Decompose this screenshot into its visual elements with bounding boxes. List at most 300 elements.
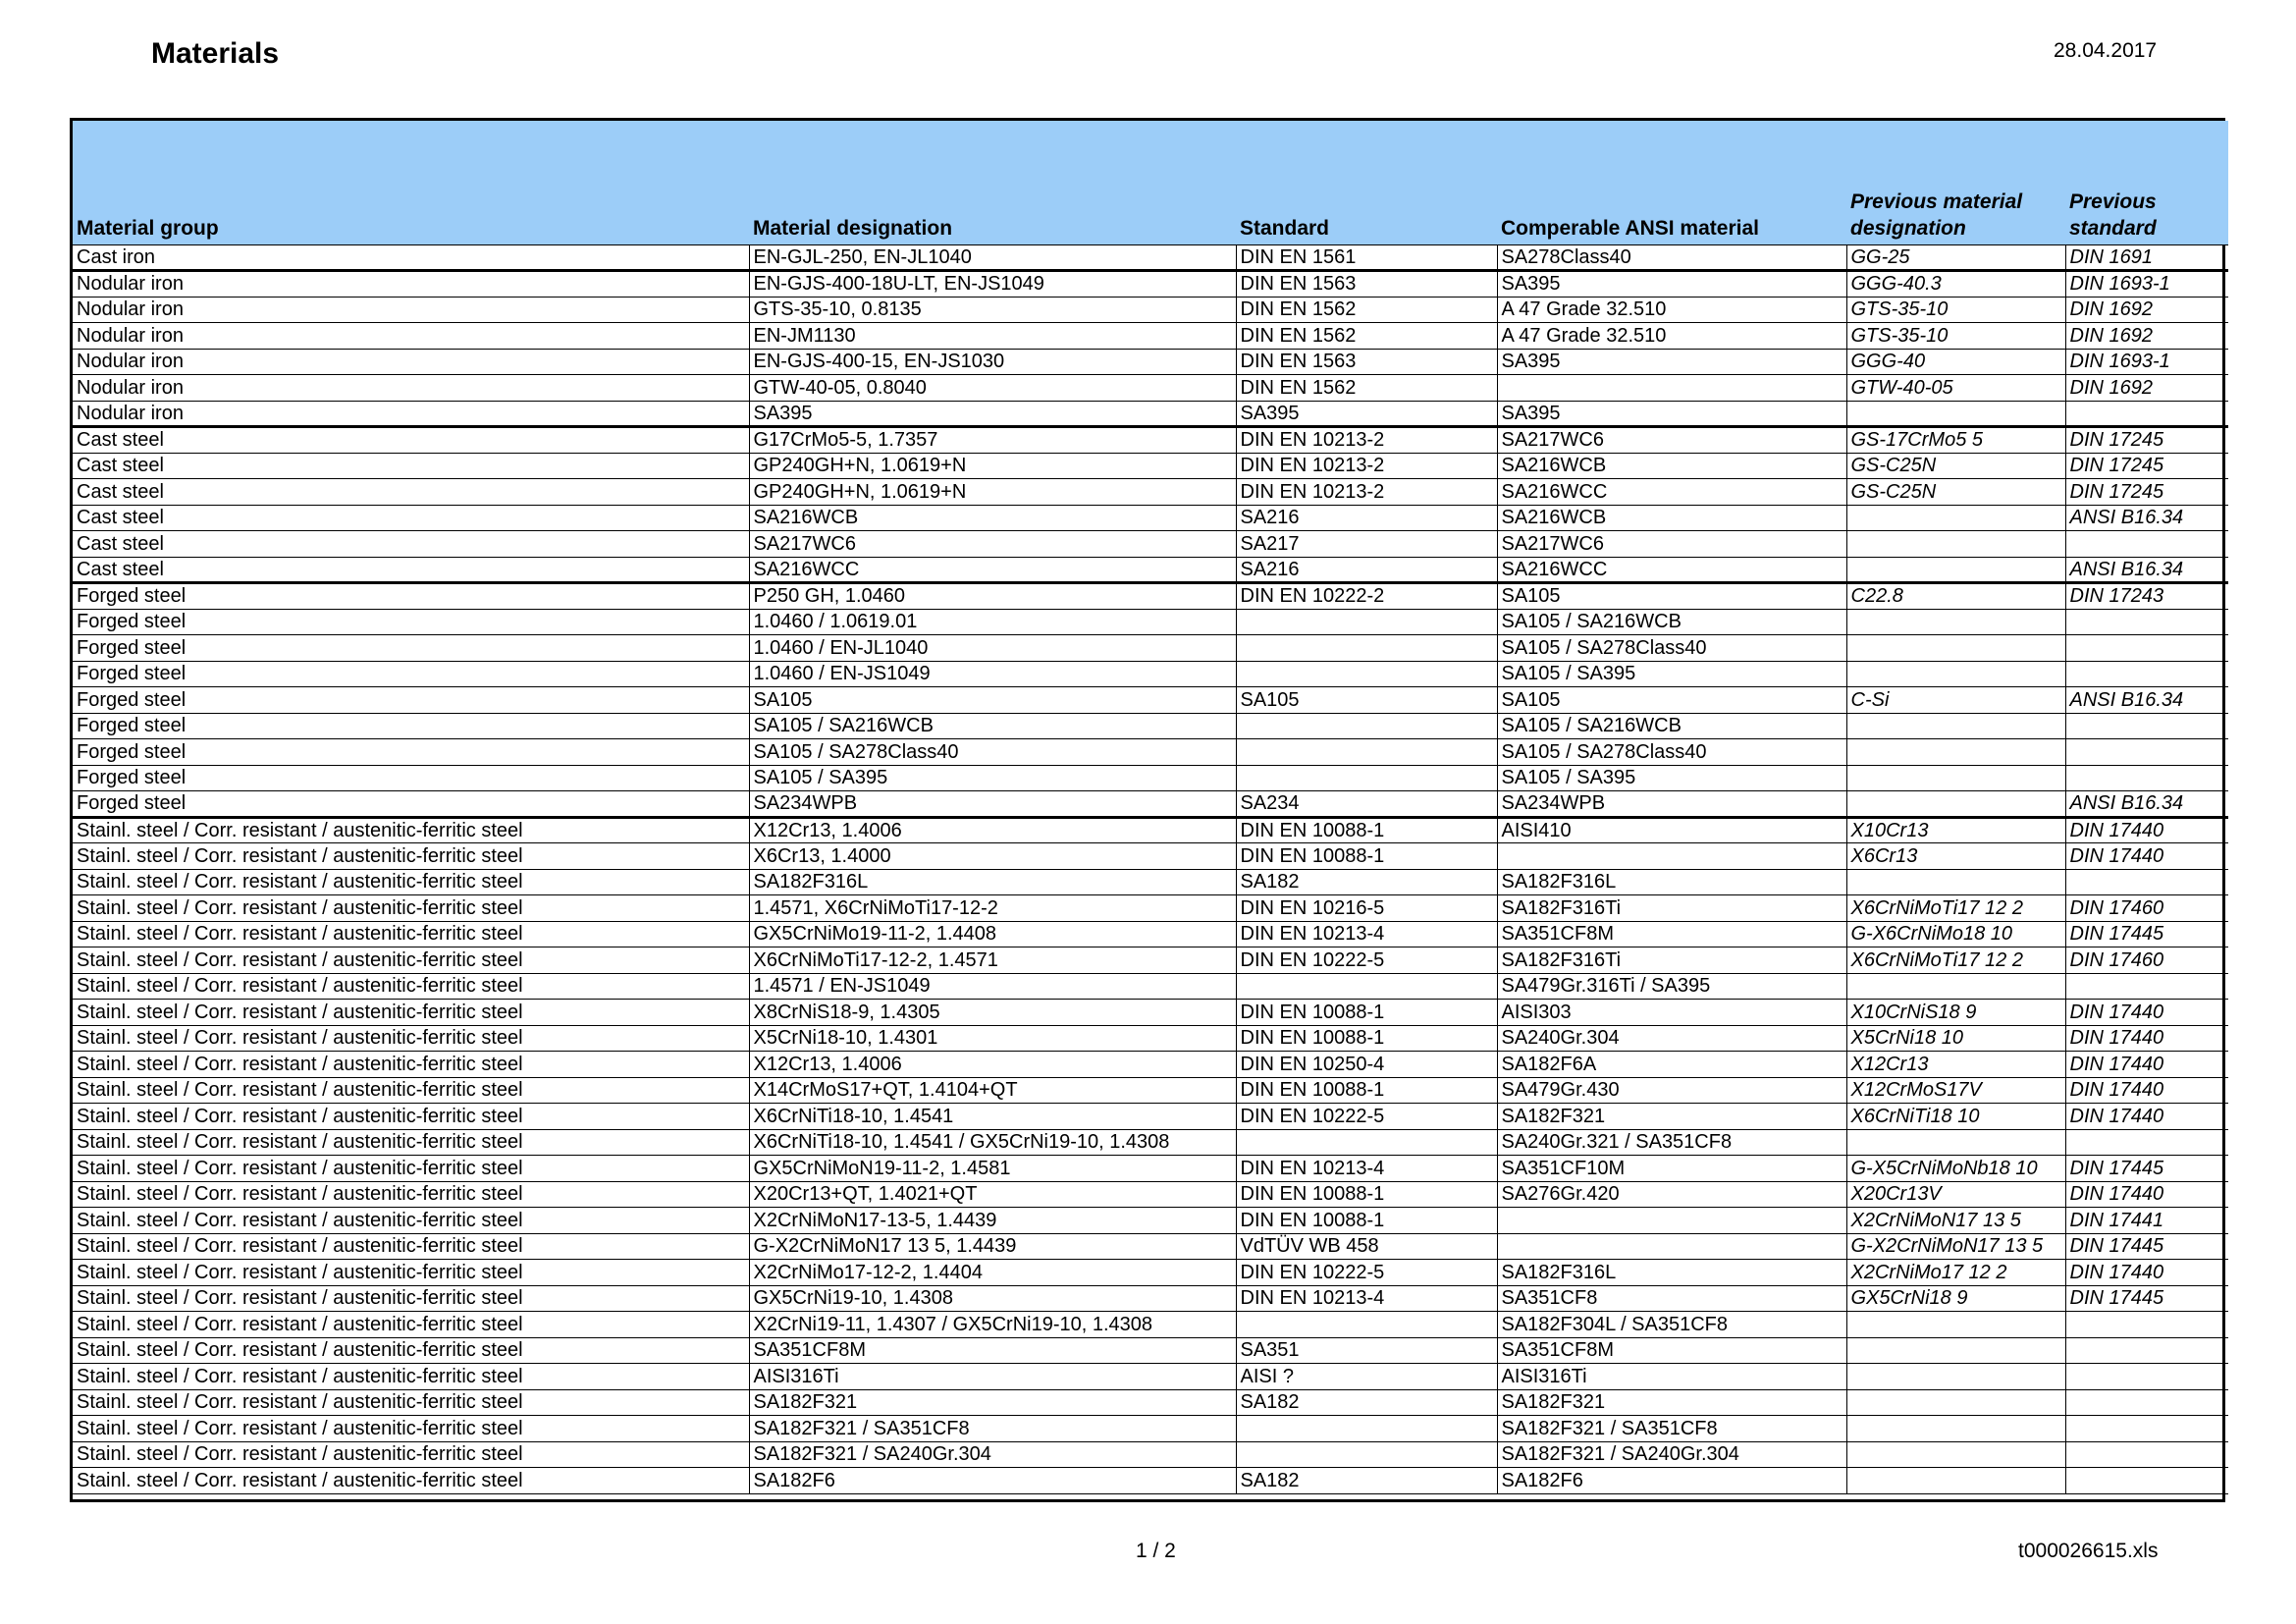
- cell-material-designation: G17CrMo5-5, 1.7357: [749, 427, 1236, 454]
- cell-ansi-material: SA351CF8: [1497, 1285, 1846, 1312]
- cell-previous-standard: [2065, 635, 2228, 662]
- cell-material-group: Stainl. steel / Corr. resistant / austenitic-ferritic steel: [73, 1156, 749, 1182]
- cell-previous-designation: X20Cr13V: [1846, 1181, 2065, 1208]
- cell-previous-standard: [2065, 739, 2228, 766]
- cell-previous-standard: DIN 17440: [2065, 1104, 2228, 1130]
- cell-material-group: Stainl. steel / Corr. resistant / austenitic-ferritic steel: [73, 1208, 749, 1234]
- cell-standard: DIN EN 10213-2: [1236, 479, 1497, 506]
- cell-standard: DIN EN 10222-5: [1236, 1104, 1497, 1130]
- cell-material-designation: X6CrNiTi18-10, 1.4541 / GX5CrNi19-10, 1.4308: [749, 1129, 1236, 1156]
- cell-previous-standard: [2065, 1312, 2228, 1338]
- cell-standard: DIN EN 10088-1: [1236, 1000, 1497, 1026]
- cell-standard: SA351: [1236, 1337, 1497, 1364]
- table-row: [73, 791, 2228, 818]
- cell-previous-designation: [1846, 973, 2065, 1000]
- cell-previous-designation: [1846, 1441, 2065, 1468]
- cell-material-group: Stainl. steel / Corr. resistant / austenitic-ferritic steel: [73, 843, 749, 870]
- cell-material-designation: SA105 / SA278Class40: [749, 739, 1236, 766]
- cell-previous-designation: GS-C25N: [1846, 453, 2065, 479]
- cell-previous-standard: DIN 17243: [2065, 583, 2228, 610]
- cell-material-designation: 1.0460 / 1.0619.01: [749, 609, 1236, 635]
- cell-previous-designation: GTW-40-05: [1846, 375, 2065, 402]
- cell-ansi-material: SA395: [1497, 401, 1846, 427]
- cell-ansi-material: SA351CF8M: [1497, 1337, 1846, 1364]
- table-row: [73, 583, 2228, 610]
- page-title: Materials: [151, 37, 280, 70]
- table-row: [73, 739, 2228, 766]
- cell-previous-designation: G-X6CrNiMo18 10: [1846, 921, 2065, 947]
- header-previous-standard: Previous standard: [2069, 189, 2157, 240]
- cell-ansi-material: SA182F316L: [1497, 869, 1846, 895]
- cell-material-group: Nodular iron: [73, 271, 749, 298]
- cell-ansi-material: SA182F316Ti: [1497, 947, 1846, 974]
- cell-previous-standard: DIN 17440: [2065, 817, 2228, 843]
- cell-material-group: Stainl. steel / Corr. resistant / austenitic-ferritic steel: [73, 1364, 749, 1390]
- table-row: [73, 1077, 2228, 1104]
- cell-standard: DIN EN 10088-1: [1236, 817, 1497, 843]
- cell-material-designation: GP240GH+N, 1.0619+N: [749, 453, 1236, 479]
- cell-material-group: Forged steel: [73, 791, 749, 818]
- cell-ansi-material: SA105 / SA278Class40: [1497, 635, 1846, 662]
- cell-ansi-material: SA395: [1497, 271, 1846, 298]
- file-name: t000026615.xls: [2018, 1540, 2159, 1562]
- cell-previous-designation: GTS-35-10: [1846, 297, 2065, 323]
- table-row: [73, 1312, 2228, 1338]
- cell-standard: DIN EN 1563: [1236, 271, 1497, 298]
- header-standard: Standard: [1240, 216, 1330, 240]
- table-row: [73, 1052, 2228, 1078]
- cell-previous-designation: GGG-40.3: [1846, 271, 2065, 298]
- cell-material-group: Cast steel: [73, 453, 749, 479]
- cell-ansi-material: SA105 / SA395: [1497, 661, 1846, 687]
- cell-ansi-material: [1497, 1208, 1846, 1234]
- cell-ansi-material: SA182F321: [1497, 1104, 1846, 1130]
- table-row: [73, 1337, 2228, 1364]
- cell-previous-standard: [2065, 869, 2228, 895]
- cell-previous-standard: [2065, 713, 2228, 739]
- cell-material-designation: 1.4571 / EN-JS1049: [749, 973, 1236, 1000]
- cell-previous-standard: DIN 17445: [2065, 1233, 2228, 1260]
- table-row: [73, 947, 2228, 974]
- cell-ansi-material: [1497, 375, 1846, 402]
- cell-previous-standard: [2065, 401, 2228, 427]
- cell-previous-designation: GTS-35-10: [1846, 323, 2065, 350]
- cell-material-group: Nodular iron: [73, 349, 749, 375]
- cell-ansi-material: SA105 / SA216WCB: [1497, 609, 1846, 635]
- cell-material-designation: 1.0460 / EN-JS1049: [749, 661, 1236, 687]
- cell-material-group: Stainl. steel / Corr. resistant / austenitic-ferritic steel: [73, 1104, 749, 1130]
- cell-material-designation: G-X2CrNiMoN17 13 5, 1.4439: [749, 1233, 1236, 1260]
- cell-ansi-material: SA351CF10M: [1497, 1156, 1846, 1182]
- cell-previous-designation: [1846, 531, 2065, 558]
- cell-material-group: Nodular iron: [73, 323, 749, 350]
- table-row: [73, 1208, 2228, 1234]
- cell-material-group: Stainl. steel / Corr. resistant / austenitic-ferritic steel: [73, 1077, 749, 1104]
- table-row: [73, 609, 2228, 635]
- cell-standard: DIN EN 10088-1: [1236, 843, 1497, 870]
- cell-material-group: Stainl. steel / Corr. resistant / austenitic-ferritic steel: [73, 973, 749, 1000]
- cell-ansi-material: SA240Gr.321 / SA351CF8: [1497, 1129, 1846, 1156]
- cell-previous-designation: X2CrNiMo17 12 2: [1846, 1260, 2065, 1286]
- cell-previous-standard: DIN 1693-1: [2065, 349, 2228, 375]
- table-row: [73, 1389, 2228, 1416]
- cell-standard: SA216: [1236, 557, 1497, 583]
- cell-previous-designation: [1846, 1468, 2065, 1494]
- cell-previous-standard: DIN 17445: [2065, 1156, 2228, 1182]
- cell-previous-standard: DIN 17245: [2065, 453, 2228, 479]
- cell-material-group: Nodular iron: [73, 401, 749, 427]
- cell-ansi-material: SA217WC6: [1497, 531, 1846, 558]
- cell-ansi-material: SA182F6A: [1497, 1052, 1846, 1078]
- header-material-designation: Material designation: [753, 216, 953, 240]
- cell-previous-designation: [1846, 609, 2065, 635]
- cell-material-group: Stainl. steel / Corr. resistant / austenitic-ferritic steel: [73, 1052, 749, 1078]
- cell-material-designation: EN-GJS-400-18U-LT, EN-JS1049: [749, 271, 1236, 298]
- cell-previous-designation: X6CrNiMoTi17 12 2: [1846, 895, 2065, 922]
- cell-previous-standard: ANSI B16.34: [2065, 557, 2228, 583]
- cell-material-group: Forged steel: [73, 713, 749, 739]
- cell-previous-standard: DIN 17460: [2065, 947, 2228, 974]
- cell-ansi-material: SA278Class40: [1497, 244, 1846, 271]
- cell-ansi-material: SA105 / SA216WCB: [1497, 713, 1846, 739]
- cell-ansi-material: SA351CF8M: [1497, 921, 1846, 947]
- cell-standard: SA216: [1236, 505, 1497, 531]
- cell-ansi-material: SA479Gr.316Ti / SA395: [1497, 973, 1846, 1000]
- cell-material-designation: AISI316Ti: [749, 1364, 1236, 1390]
- header-material-group: Material group: [77, 216, 219, 240]
- cell-ansi-material: SA216WCC: [1497, 479, 1846, 506]
- table-row: [73, 1441, 2228, 1468]
- cell-ansi-material: SA216WCB: [1497, 505, 1846, 531]
- table-header: [73, 121, 2228, 244]
- cell-standard: DIN EN 1562: [1236, 297, 1497, 323]
- cell-standard: DIN EN 10250-4: [1236, 1052, 1497, 1078]
- cell-standard: DIN EN 10222-2: [1236, 583, 1497, 610]
- cell-material-designation: X20Cr13+QT, 1.4021+QT: [749, 1181, 1236, 1208]
- cell-material-group: Stainl. steel / Corr. resistant / austenitic-ferritic steel: [73, 817, 749, 843]
- cell-material-designation: X8CrNiS18-9, 1.4305: [749, 1000, 1236, 1026]
- cell-previous-designation: GS-C25N: [1846, 479, 2065, 506]
- cell-previous-designation: GG-25: [1846, 244, 2065, 271]
- cell-previous-designation: X12Cr13: [1846, 1052, 2065, 1078]
- cell-material-designation: P250 GH, 1.0460: [749, 583, 1236, 610]
- cell-material-designation: GX5CrNi19-10, 1.4308: [749, 1285, 1236, 1312]
- cell-standard: SA234: [1236, 791, 1497, 818]
- table-row: [73, 817, 2228, 843]
- cell-standard: DIN EN 10088-1: [1236, 1208, 1497, 1234]
- cell-material-designation: SA105 / SA216WCB: [749, 713, 1236, 739]
- cell-material-group: Stainl. steel / Corr. resistant / austenitic-ferritic steel: [73, 1337, 749, 1364]
- table-row: [73, 661, 2228, 687]
- cell-previous-designation: GX5CrNi18 9: [1846, 1285, 2065, 1312]
- cell-previous-standard: DIN 17440: [2065, 1077, 2228, 1104]
- cell-previous-designation: [1846, 635, 2065, 662]
- cell-material-group: Stainl. steel / Corr. resistant / austenitic-ferritic steel: [73, 1468, 749, 1494]
- table-row: [73, 843, 2228, 870]
- cell-previous-standard: DIN 17440: [2065, 1181, 2228, 1208]
- cell-material-group: Cast iron: [73, 244, 749, 271]
- cell-material-designation: X2CrNiMo17-12-2, 1.4404: [749, 1260, 1236, 1286]
- cell-material-designation: SA234WPB: [749, 791, 1236, 818]
- cell-previous-designation: C22.8: [1846, 583, 2065, 610]
- cell-material-designation: SA182F321 / SA240Gr.304: [749, 1441, 1236, 1468]
- cell-material-designation: X12Cr13, 1.4006: [749, 817, 1236, 843]
- cell-material-designation: GP240GH+N, 1.0619+N: [749, 479, 1236, 506]
- cell-ansi-material: SA216WCB: [1497, 453, 1846, 479]
- cell-ansi-material: SA395: [1497, 349, 1846, 375]
- table-row: [73, 1260, 2228, 1286]
- cell-material-group: Cast steel: [73, 479, 749, 506]
- cell-previous-standard: [2065, 609, 2228, 635]
- cell-ansi-material: AISI303: [1497, 1000, 1846, 1026]
- cell-material-designation: GTW-40-05, 0.8040: [749, 375, 1236, 402]
- cell-material-group: Stainl. steel / Corr. resistant / austenitic-ferritic steel: [73, 1025, 749, 1052]
- cell-previous-designation: C-Si: [1846, 687, 2065, 714]
- cell-material-designation: X12Cr13, 1.4006: [749, 1052, 1236, 1078]
- cell-previous-standard: ANSI B16.34: [2065, 791, 2228, 818]
- cell-ansi-material: AISI410: [1497, 817, 1846, 843]
- cell-previous-designation: [1846, 1416, 2065, 1442]
- cell-standard: DIN EN 10222-5: [1236, 1260, 1497, 1286]
- cell-material-group: Stainl. steel / Corr. resistant / austenitic-ferritic steel: [73, 1312, 749, 1338]
- cell-previous-designation: X6CrNiTi18 10: [1846, 1104, 2065, 1130]
- cell-material-designation: EN-GJL-250, EN-JL1040: [749, 244, 1236, 271]
- cell-ansi-material: SA105: [1497, 687, 1846, 714]
- table-row: [73, 1156, 2228, 1182]
- table-row: [73, 271, 2228, 298]
- cell-ansi-material: SA105 / SA278Class40: [1497, 739, 1846, 766]
- cell-previous-standard: DIN 17440: [2065, 1260, 2228, 1286]
- cell-ansi-material: SA216WCC: [1497, 557, 1846, 583]
- page-number: 1 / 2: [1136, 1540, 1176, 1562]
- cell-previous-standard: DIN 17440: [2065, 1000, 2228, 1026]
- cell-ansi-material: SA182F321 / SA351CF8: [1497, 1416, 1846, 1442]
- cell-previous-designation: X2CrNiMoN17 13 5: [1846, 1208, 2065, 1234]
- cell-previous-designation: [1846, 557, 2065, 583]
- cell-material-designation: X2CrNi19-11, 1.4307 / GX5CrNi19-10, 1.4308: [749, 1312, 1236, 1338]
- cell-material-designation: GX5CrNiMo19-11-2, 1.4408: [749, 921, 1236, 947]
- cell-material-group: Cast steel: [73, 557, 749, 583]
- cell-previous-designation: G-X2CrNiMoN17 13 5: [1846, 1233, 2065, 1260]
- cell-ansi-material: SA182F321: [1497, 1389, 1846, 1416]
- cell-standard: [1236, 1441, 1497, 1468]
- cell-previous-standard: [2065, 1468, 2228, 1494]
- cell-previous-standard: DIN 1692: [2065, 323, 2228, 350]
- cell-previous-designation: GGG-40: [1846, 349, 2065, 375]
- cell-previous-standard: ANSI B16.34: [2065, 687, 2228, 714]
- table-row: [73, 635, 2228, 662]
- cell-previous-standard: [2065, 973, 2228, 1000]
- cell-standard: DIN EN 1561: [1236, 244, 1497, 271]
- cell-standard: [1236, 1129, 1497, 1156]
- cell-previous-standard: DIN 1692: [2065, 297, 2228, 323]
- table-row: [73, 427, 2228, 454]
- cell-material-group: Forged steel: [73, 661, 749, 687]
- table-row: [73, 1129, 2228, 1156]
- cell-standard: [1236, 713, 1497, 739]
- table-row: [73, 244, 2228, 271]
- cell-previous-standard: DIN 1692: [2065, 375, 2228, 402]
- materials-table-container: [70, 118, 2225, 1502]
- cell-standard: DIN EN 10216-5: [1236, 895, 1497, 922]
- cell-previous-designation: [1846, 1389, 2065, 1416]
- cell-previous-designation: [1846, 661, 2065, 687]
- cell-standard: DIN EN 10213-4: [1236, 1285, 1497, 1312]
- cell-previous-standard: DIN 17440: [2065, 843, 2228, 870]
- materials-table: [73, 121, 2228, 1494]
- cell-material-designation: SA105: [749, 687, 1236, 714]
- cell-standard: AISI ?: [1236, 1364, 1497, 1390]
- cell-ansi-material: SA105: [1497, 583, 1846, 610]
- table-row: [73, 687, 2228, 714]
- table-row: [73, 1416, 2228, 1442]
- cell-ansi-material: [1497, 1233, 1846, 1260]
- cell-previous-standard: [2065, 531, 2228, 558]
- cell-standard: [1236, 739, 1497, 766]
- cell-previous-designation: X6CrNiMoTi17 12 2: [1846, 947, 2065, 974]
- table-row: [73, 895, 2228, 922]
- cell-material-designation: SA182F6: [749, 1468, 1236, 1494]
- cell-previous-standard: ANSI B16.34: [2065, 505, 2228, 531]
- cell-ansi-material: [1497, 843, 1846, 870]
- table-row: [73, 323, 2228, 350]
- cell-standard: SA105: [1236, 687, 1497, 714]
- cell-material-group: Stainl. steel / Corr. resistant / austenitic-ferritic steel: [73, 1181, 749, 1208]
- cell-standard: [1236, 635, 1497, 662]
- cell-previous-designation: [1846, 791, 2065, 818]
- cell-material-group: Stainl. steel / Corr. resistant / austenitic-ferritic steel: [73, 1389, 749, 1416]
- cell-material-group: Stainl. steel / Corr. resistant / austenitic-ferritic steel: [73, 895, 749, 922]
- cell-material-designation: SA351CF8M: [749, 1337, 1236, 1364]
- cell-material-group: Forged steel: [73, 765, 749, 791]
- cell-standard: DIN EN 10213-2: [1236, 453, 1497, 479]
- cell-material-designation: X6CrNiTi18-10, 1.4541: [749, 1104, 1236, 1130]
- table-row: [73, 1285, 2228, 1312]
- cell-ansi-material: SA182F316Ti: [1497, 895, 1846, 922]
- cell-previous-standard: DIN 17245: [2065, 479, 2228, 506]
- cell-ansi-material: SA105 / SA395: [1497, 765, 1846, 791]
- table-row: [73, 375, 2228, 402]
- cell-material-designation: SA395: [749, 401, 1236, 427]
- cell-previous-standard: [2065, 1337, 2228, 1364]
- cell-ansi-material: SA182F304L / SA351CF8: [1497, 1312, 1846, 1338]
- cell-previous-standard: [2065, 1416, 2228, 1442]
- cell-ansi-material: SA276Gr.420: [1497, 1181, 1846, 1208]
- header-previous-material-designation: Previous material designation: [1850, 189, 2023, 240]
- cell-material-designation: GX5CrNiMoN19-11-2, 1.4581: [749, 1156, 1236, 1182]
- cell-ansi-material: SA182F321 / SA240Gr.304: [1497, 1441, 1846, 1468]
- cell-previous-standard: [2065, 1364, 2228, 1390]
- cell-standard: DIN EN 1563: [1236, 349, 1497, 375]
- cell-material-group: Stainl. steel / Corr. resistant / austenitic-ferritic steel: [73, 1000, 749, 1026]
- cell-standard: DIN EN 10088-1: [1236, 1025, 1497, 1052]
- table-body: [73, 244, 2228, 1493]
- table-row: [73, 297, 2228, 323]
- cell-standard: [1236, 609, 1497, 635]
- table-row: [73, 531, 2228, 558]
- table-row: [73, 713, 2228, 739]
- cell-material-group: Cast steel: [73, 427, 749, 454]
- cell-ansi-material: SA234WPB: [1497, 791, 1846, 818]
- cell-material-designation: SA182F321 / SA351CF8: [749, 1416, 1236, 1442]
- cell-material-designation: X5CrNi18-10, 1.4301: [749, 1025, 1236, 1052]
- cell-standard: SA182: [1236, 1389, 1497, 1416]
- cell-standard: [1236, 765, 1497, 791]
- cell-standard: [1236, 661, 1497, 687]
- cell-previous-designation: [1846, 1129, 2065, 1156]
- cell-standard: [1236, 1416, 1497, 1442]
- cell-material-group: Nodular iron: [73, 375, 749, 402]
- cell-standard: VdTÜV WB 458: [1236, 1233, 1497, 1260]
- cell-ansi-material: SA182F316L: [1497, 1260, 1846, 1286]
- cell-material-group: Stainl. steel / Corr. resistant / austenitic-ferritic steel: [73, 921, 749, 947]
- cell-previous-designation: [1846, 765, 2065, 791]
- cell-material-group: Stainl. steel / Corr. resistant / austenitic-ferritic steel: [73, 1260, 749, 1286]
- cell-material-group: Forged steel: [73, 635, 749, 662]
- cell-previous-designation: X10Cr13: [1846, 817, 2065, 843]
- cell-ansi-material: SA217WC6: [1497, 427, 1846, 454]
- cell-standard: [1236, 1312, 1497, 1338]
- table-row: [73, 1364, 2228, 1390]
- table-row: [73, 349, 2228, 375]
- cell-standard: SA217: [1236, 531, 1497, 558]
- cell-material-group: Stainl. steel / Corr. resistant / austenitic-ferritic steel: [73, 1285, 749, 1312]
- cell-material-group: Cast steel: [73, 531, 749, 558]
- cell-previous-designation: X5CrNi18 10: [1846, 1025, 2065, 1052]
- cell-previous-standard: DIN 17440: [2065, 1025, 2228, 1052]
- cell-standard: SA182: [1236, 869, 1497, 895]
- cell-material-group: Forged steel: [73, 739, 749, 766]
- cell-ansi-material: A 47 Grade 32.510: [1497, 297, 1846, 323]
- cell-material-group: Stainl. steel / Corr. resistant / austenitic-ferritic steel: [73, 1416, 749, 1442]
- cell-standard: DIN EN 10213-4: [1236, 1156, 1497, 1182]
- cell-material-group: Stainl. steel / Corr. resistant / austenitic-ferritic steel: [73, 1441, 749, 1468]
- cell-material-designation: SA216WCB: [749, 505, 1236, 531]
- header-comparable-ansi-material: Comperable ANSI material: [1501, 216, 1759, 240]
- cell-material-designation: 1.4571, X6CrNiMoTi17-12-2: [749, 895, 1236, 922]
- table-row: [73, 1181, 2228, 1208]
- cell-previous-designation: X10CrNiS18 9: [1846, 1000, 2065, 1026]
- cell-previous-standard: [2065, 1441, 2228, 1468]
- cell-material-designation: GTS-35-10, 0.8135: [749, 297, 1236, 323]
- cell-material-designation: X6Cr13, 1.4000: [749, 843, 1236, 870]
- table-row: [73, 1000, 2228, 1026]
- cell-previous-standard: DIN 17460: [2065, 895, 2228, 922]
- cell-material-group: Stainl. steel / Corr. resistant / austenitic-ferritic steel: [73, 1129, 749, 1156]
- cell-standard: DIN EN 10213-4: [1236, 921, 1497, 947]
- cell-previous-designation: [1846, 739, 2065, 766]
- cell-material-designation: X2CrNiMoN17-13-5, 1.4439: [749, 1208, 1236, 1234]
- cell-ansi-material: A 47 Grade 32.510: [1497, 323, 1846, 350]
- cell-material-group: Forged steel: [73, 687, 749, 714]
- table-row: [73, 453, 2228, 479]
- cell-ansi-material: SA182F6: [1497, 1468, 1846, 1494]
- table-row: [73, 479, 2228, 506]
- table-row: [73, 1468, 2228, 1494]
- cell-previous-standard: [2065, 1389, 2228, 1416]
- cell-standard: DIN EN 10213-2: [1236, 427, 1497, 454]
- cell-previous-designation: [1846, 401, 2065, 427]
- cell-material-designation: SA105 / SA395: [749, 765, 1236, 791]
- cell-material-group: Stainl. steel / Corr. resistant / austenitic-ferritic steel: [73, 1233, 749, 1260]
- cell-material-designation: SA182F321: [749, 1389, 1236, 1416]
- cell-previous-standard: DIN 1691: [2065, 244, 2228, 271]
- cell-material-group: Stainl. steel / Corr. resistant / austenitic-ferritic steel: [73, 869, 749, 895]
- cell-standard: DIN EN 1562: [1236, 323, 1497, 350]
- cell-previous-designation: [1846, 869, 2065, 895]
- cell-previous-standard: [2065, 1129, 2228, 1156]
- cell-previous-standard: [2065, 661, 2228, 687]
